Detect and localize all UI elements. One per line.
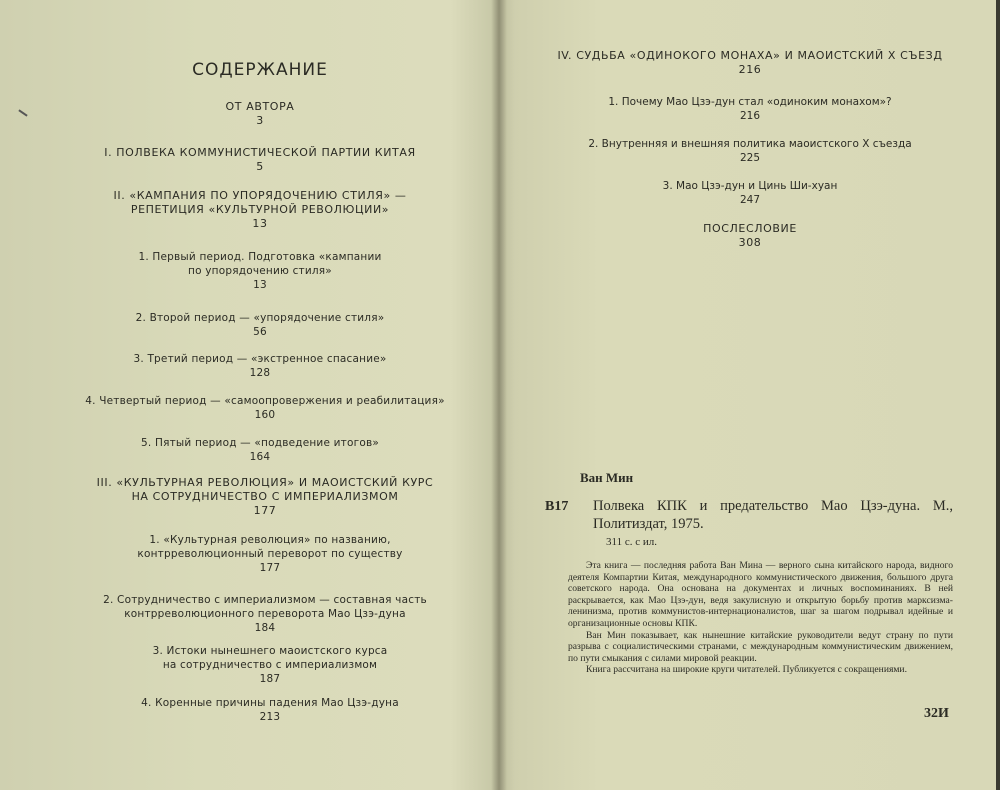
toc-entry-text: 1. Первый период. Подготовка «кампании [138, 251, 382, 263]
toc-page-number: 160 [254, 409, 276, 421]
author-name: Ван Мин [580, 470, 634, 485]
toc-entry [60, 696, 480, 724]
toc-page-number: 177 [259, 562, 281, 574]
toc-entry-text: РЕПЕТИЦИЯ «КУЛЬТУРНОЙ РЕВОЛЮЦИИ» [130, 203, 390, 216]
toc-page-number: 3 [256, 114, 264, 127]
toc-entry-text: на сотрудничество с империализмом [162, 659, 378, 671]
toc-entry-text: контрреволюционный переворот по существу [137, 548, 403, 560]
toc-entry-text: 5. Пятый период — «подведение итогов» [141, 437, 379, 449]
toc-entry-text: НА СОТРУДНИЧЕСТВО С ИМПЕРИАЛИЗМОМ [131, 490, 399, 503]
toc-entry-text: 2. Внутренняя и внешняя политика маоистского X съезда [588, 138, 912, 150]
toc-page-number: 225 [739, 152, 761, 164]
toc-page-number: 216 [738, 63, 762, 76]
toc-entry-text: контрреволюционного переворота Мао Цзэ-дуна [124, 608, 406, 620]
toc-entry [540, 179, 960, 207]
toc-entry [40, 476, 490, 518]
toc-entry-text: ПОСЛЕСЛОВИЕ [703, 222, 797, 235]
bibliographic-entry: Полвека КПК и предательство Мао Цзэ-дуна. М., Политиздат, 1975. [593, 498, 953, 532]
toc-entry [80, 436, 440, 464]
toc-entry [40, 593, 490, 635]
toc-entry-text: I. ПОЛВЕКА КОММУНИСТИЧЕСКОЙ ПАРТИИ КИТАЯ [104, 146, 416, 159]
toc-entry [530, 49, 970, 77]
toc-page-number: 128 [249, 367, 271, 379]
toc-entry-text: 3. Истоки нынешнего маоистского курса [152, 645, 388, 657]
toc-page-number: 5 [256, 160, 264, 173]
annotation-paragraph: Книга рассчитана на широкие круги читателей. Публикуется с сокращениями. [586, 664, 907, 676]
toc-entry-text: 4. Коренные причины падения Мао Цзэ-дуна [141, 697, 399, 709]
toc-entry [80, 352, 440, 380]
toc-page-number: 56 [253, 326, 267, 338]
toc-entry-text: 4. Четвертый период — «самоопровержения и реабилитация» [85, 395, 445, 407]
toc-entry [640, 222, 860, 250]
toc-page-number: 216 [739, 110, 761, 122]
toc-entry [60, 146, 460, 174]
toc-page-number: 13 [253, 279, 267, 291]
toc-entry [160, 100, 360, 128]
toc-title: СОДЕРЖАНИЕ [192, 60, 328, 80]
toc-entry [60, 533, 480, 575]
toc-entry-text: IV. СУДЬБА «ОДИНОКОГО МОНАХА» И МАОИСТСКИЙ X СЪЕЗД [557, 49, 943, 62]
toc-entry [540, 95, 960, 123]
toc-entry-text: 3. Третий период — «экстренное спасание» [133, 353, 387, 365]
toc-entry-text: 1. «Культурная революция» по названию, [149, 534, 391, 546]
toc-page-number: 247 [739, 194, 761, 206]
toc-page-number: 13 [252, 217, 268, 230]
toc-entry [80, 311, 440, 339]
toc-entry-text: по упорядочению стиля» [188, 265, 332, 277]
toc-entry-text: II. «КАМПАНИЯ ПО УПОРЯДОЧЕНИЮ СТИЛЯ» — [113, 189, 407, 202]
annotation-paragraph: Эта книга — последняя работа Ван Мина — верного сына китайского народа, видного деятеля Компартии Китая, международного коммунистического движения, большого друга советского народа. Она основана на документах и личных воспоминаниях. В ней раскрывается, как Мао Цзэ-дун, ведя закулисную и открытую борьбу против марксизма-ленинизма, против коммунистов-интернационалистов, шаг за шагом подрывал идейные и организационные основы КПК. [568, 560, 953, 629]
toc-entry [540, 137, 960, 165]
toc-page-number: 213 [259, 711, 281, 723]
toc-entry-text: 2. Второй период — «упорядочение стиля» [135, 312, 385, 324]
toc-entry [40, 394, 490, 422]
toc-page-number: 187 [259, 673, 281, 685]
toc-entry-text: III. «КУЛЬТУРНАЯ РЕВОЛЮЦИЯ» И МАОИСТСКИЙ КУРС [96, 476, 434, 489]
page-count: 311 с. с ил. [606, 536, 657, 548]
price-code: 32И [924, 706, 949, 721]
classification-code: В17 [545, 499, 569, 514]
toc-entry-text: 3. Мао Цзэ-дун и Цинь Ши-хуан [662, 180, 838, 192]
toc-entry-text: 1. Почему Мао Цзэ-дун стал «одиноким монахом»? [608, 96, 892, 108]
book-gutter [491, 0, 507, 790]
page-edge [996, 0, 1000, 790]
annotation [568, 560, 953, 676]
toc-page-number: 164 [249, 451, 271, 463]
toc-entry [60, 189, 460, 231]
toc-entry [80, 250, 440, 292]
toc-page-number: 177 [253, 504, 277, 517]
toc-page-number: 308 [738, 236, 762, 249]
toc-page-number: 184 [254, 622, 276, 634]
toc-entry-text: 2. Сотрудничество с империализмом — составная часть [103, 594, 427, 606]
toc-entry-text: ОТ АВТОРА [225, 100, 295, 113]
toc-entry [60, 644, 480, 686]
annotation-paragraph: Ван Мин показывает, как нынешние китайские руководители ведут страну по пути разрыва с социалистическими странами, с международным коммунистическим движением, по пути смыкания с силами мировой реакции. [568, 629, 953, 664]
